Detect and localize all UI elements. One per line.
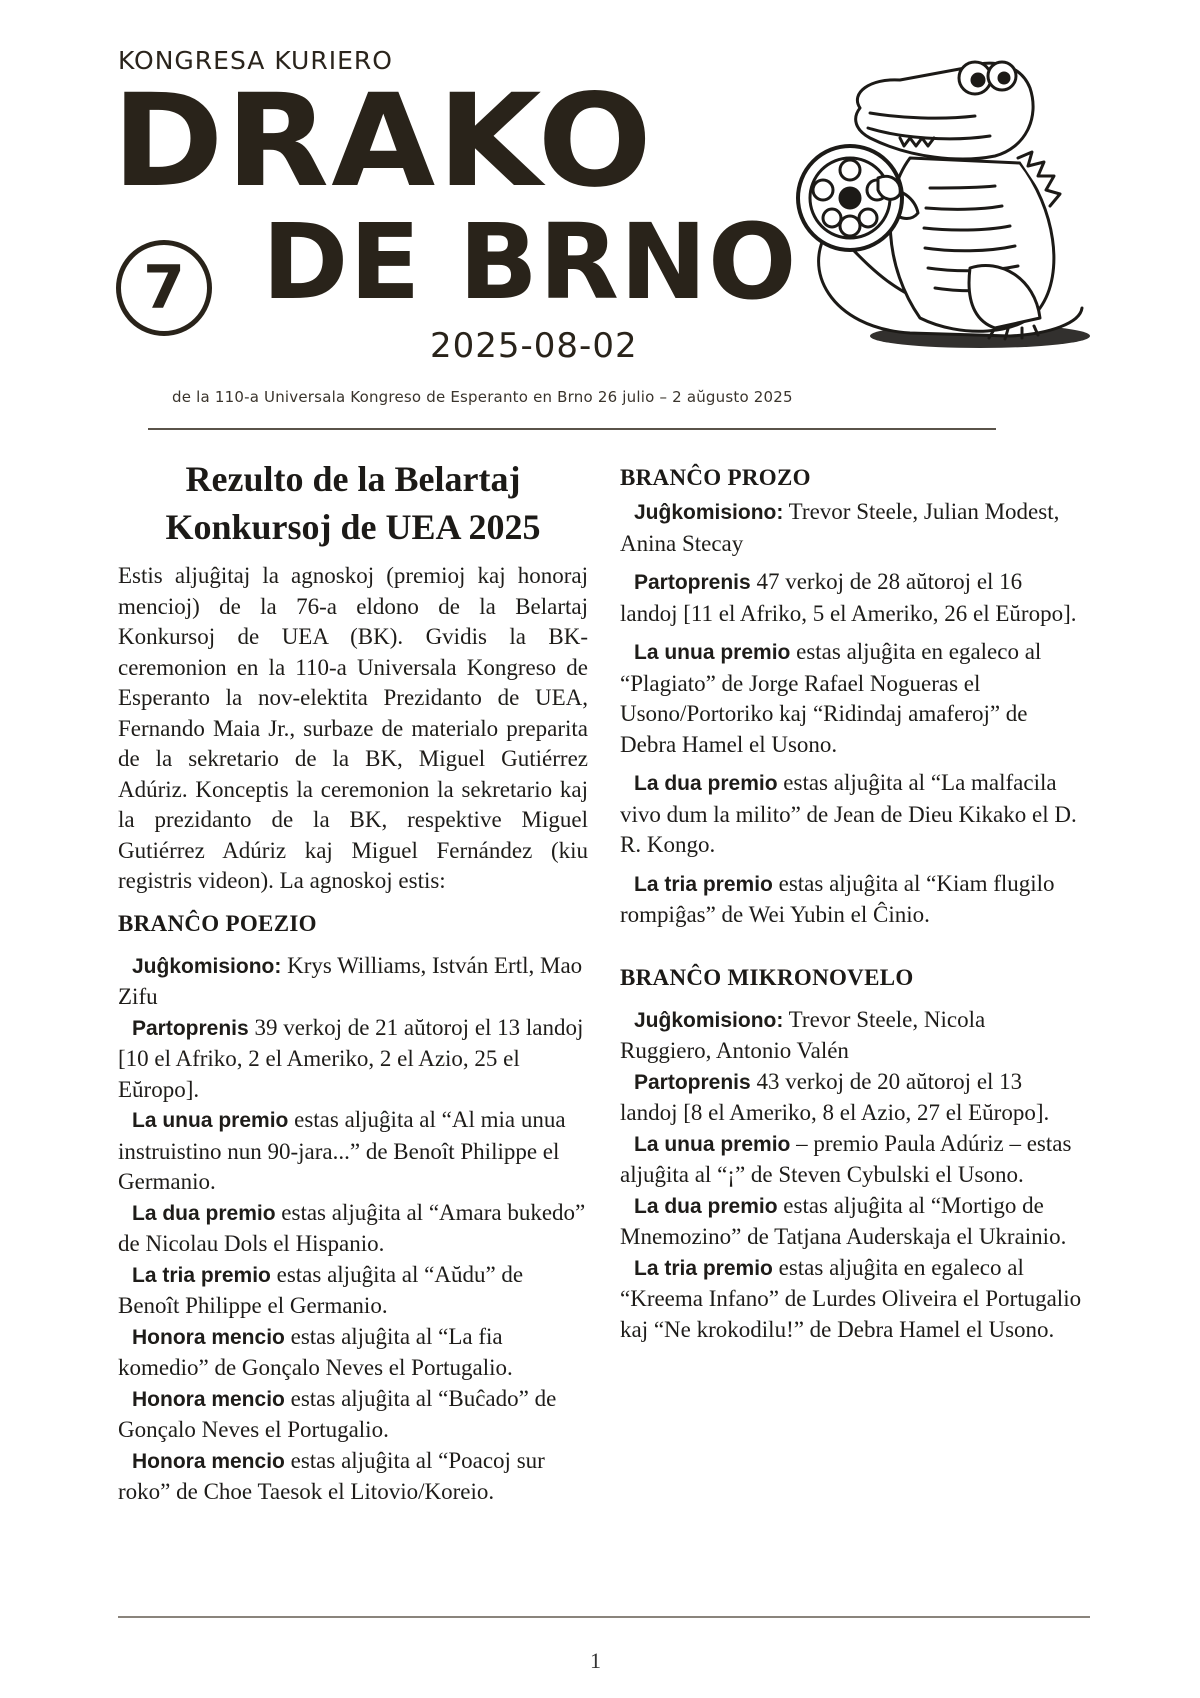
entry-label: La tria premio <box>132 1263 271 1287</box>
entry-text: 39 verkoj de 21 aŭtoroj el 13 landoj [10 el Afriko, 2 el Ameriko, 2 el Azio, 25 el Eŭropo]. <box>118 1014 584 1102</box>
article-right-column <box>620 465 1082 1345</box>
poezio-entries <box>118 951 588 1508</box>
poezio-jury <box>118 951 588 1013</box>
poezio-first-prize <box>118 1105 588 1198</box>
poezio-honorable-mention <box>118 1446 588 1508</box>
article-intro: Estis aljuĝitaj la agnoskoj (premioj kaj honoraj mencioj) de la 76-a eldono de la Belartaj Konkursoj de UEA (BK). Gvidis la BK-ceremonion en la 110-a Universala Kongreso de Esperanto la nov-elektita Prezidanto de UEA, Fernando Maia Jr., surbaze de materialo preparita de la sekretario de la BK, Miguel Gutiérrez Adúriz. Konceptis la ceremonion la sekretario kaj la prezidanto de la BK, respektive Miguel Gutiérrez Adúriz kaj Miguel Fernández (kiu registris videon). La agnoskoj estis: <box>118 563 588 893</box>
entry-text: estas aljuĝita en egaleco al “Kreema Infano” de Lurdes Oliveira el Portugalio kaj “Ne krokodilu!” de Debra Hamel el Usono. <box>620 1254 1082 1342</box>
entry-label: La unua premio <box>132 1109 289 1132</box>
section-heading-poezio: BRANĈO POEZIO <box>118 910 317 936</box>
entry-label: Juĝkomisiono: <box>132 954 282 978</box>
entry-text: estas aljuĝita al “Amara bukedo” de Nicolau Dols el Hispanio. <box>118 1199 586 1256</box>
page-number: 1 <box>590 1648 601 1673</box>
prozo-jury <box>620 497 1082 559</box>
entry-label: Partoprenis <box>634 1070 751 1094</box>
article-left-column <box>118 455 588 1508</box>
entry-text: 43 verkoj de 20 aŭtoroj el 13 landoj [8 el Ameriko, 8 el Azio, 27 el Eŭropo]. <box>620 1068 1050 1125</box>
issue-date: 2025-08-02 <box>430 326 638 366</box>
entry-label: La dua premio <box>634 772 778 795</box>
article-headline: Rezulto de la Belartaj Konkursoj de UEA 2025 <box>165 459 541 547</box>
entry-label: Partoprenis <box>634 571 751 594</box>
poezio-second-prize <box>118 1198 588 1260</box>
prozo-second-prize <box>620 768 1082 861</box>
entry-label: La unua premio <box>634 1132 791 1156</box>
mikronovelo-entries <box>620 1005 1082 1346</box>
mikronovelo-jury <box>620 1005 1082 1067</box>
mikronovelo-first-prize <box>620 1129 1082 1191</box>
entry-text: Trevor Steele, Julian Modest, Anina Stecay <box>620 499 1060 556</box>
entry-text: estas aljuĝita al “La fia komedio” de Gonçalo Neves el Portugalio. <box>118 1323 513 1380</box>
poezio-honorable-mention <box>118 1322 588 1384</box>
masthead-title-line2: DE BRNO <box>262 201 798 323</box>
prozo-participants <box>620 567 1082 629</box>
entry-text: estas aljuĝita al “Poacoj sur roko” de Choe Taesok el Litovio/Koreio. <box>118 1447 545 1504</box>
prozo-first-prize <box>620 637 1082 760</box>
entry-label: La dua premio <box>634 1194 778 1218</box>
dragon-mascot-illustration <box>790 38 1100 356</box>
prozo-entries <box>620 497 1082 931</box>
entry-text: Krys Williams, István Ertl, Mao Zifu <box>118 952 583 1009</box>
poezio-participants <box>118 1013 588 1106</box>
issue-number: 7 <box>143 253 185 323</box>
mikronovelo-second-prize <box>620 1191 1082 1253</box>
entry-text: estas aljuĝita al “Kiam flugilo rompiĝas” de Wei Yubin el Ĉinio. <box>620 870 1055 927</box>
entry-label: Partoprenis <box>132 1016 249 1040</box>
masthead-title-line1: DRAKO <box>112 67 654 216</box>
section-heading-mikronovelo: BRANĈO MIKRONOVELO <box>620 964 914 990</box>
entry-label: Honora mencio <box>132 1325 285 1349</box>
entry-text: – premio Paula Adúriz – estas aljuĝita al “¡” de Steven Cybulski el Usono. <box>620 1130 1072 1187</box>
entry-text: 47 verkoj de 28 aŭtoroj el 16 landoj [11 el Afriko, 5 el Ameriko, 26 el Eŭropo]. <box>620 569 1077 626</box>
entry-label: Honora mencio <box>132 1387 285 1411</box>
section-heading-prozo: BRANĈO PROZO <box>620 465 811 490</box>
entry-text: estas aljuĝita al “Aŭdu” de Benoît Philippe el Germanio. <box>118 1261 524 1318</box>
masthead-subtitle: de la 110-a Universala Kongreso de Esperanto en Brno 26 julio – 2 aŭgusto 2025 <box>172 388 793 406</box>
entry-text: estas aljuĝita al “Buĉado” de Gonçalo Neves el Portugalio. <box>118 1385 557 1442</box>
entry-label: La dua premio <box>132 1201 276 1225</box>
poezio-third-prize <box>118 1260 588 1322</box>
mikronovelo-participants <box>620 1067 1082 1129</box>
entry-text: estas aljuĝita al “Al mia unua instruistino nun 90-jara...” de Benoît Philippe el Germanio. <box>118 1107 566 1194</box>
prozo-third-prize <box>620 869 1082 931</box>
entry-label: La unua premio <box>634 641 791 664</box>
footer-divider <box>118 1616 1090 1618</box>
entry-label: Juĝkomisiono: <box>634 1008 784 1032</box>
masthead-kicker: KONGRESA KURIERO <box>118 46 393 75</box>
entry-text: estas aljuĝita al “Mortigo de Mnemozino” de Tatjana Auderskaja el Ukrainio. <box>620 1192 1067 1249</box>
entry-text: estas aljuĝita en egaleco al “Plagiato” de Jorge Rafael Nogueras el Usono/Portoriko kaj “Ridindaj amaferoj” de Debra Hamel el Usono. <box>620 639 1042 757</box>
entry-label: Juĝkomisiono: <box>634 501 784 524</box>
mikronovelo-third-prize <box>620 1253 1082 1346</box>
entry-label: La tria premio <box>634 1256 773 1280</box>
entry-label: La tria premio <box>634 872 773 896</box>
poezio-honorable-mention <box>118 1384 588 1446</box>
issue-number-badge <box>116 240 212 336</box>
entry-text: Trevor Steele, Nicola Ruggiero, Antonio Valén <box>620 1006 986 1063</box>
masthead-divider <box>148 428 996 430</box>
entry-text: estas aljuĝita al “La malfacila vivo dum la milito” de Jean de Dieu Kikako el D. R. Kongo. <box>620 770 1077 857</box>
entry-label: Honora mencio <box>132 1449 285 1473</box>
